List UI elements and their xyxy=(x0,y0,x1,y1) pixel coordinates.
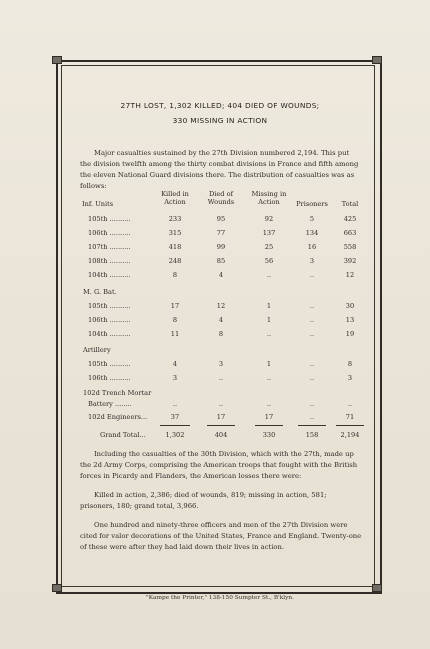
intro-paragraph: Major casualties sustained by the 27th Division numbered 2,194. This put the division twelfth among the thirty combat divisions in France and fifth among the eleven National Guard divisions there. The distribution of casualties was as follows: xyxy=(80,149,359,190)
header-units: Inf. Units xyxy=(82,200,114,208)
table-row: 105th .......... 17 12 1 .. 30 xyxy=(88,302,355,310)
combined-losses-paragraph: Including the casualties of the 30th Division, which with the 27th, made up the 2d Army Corps, comprising the American troops that fought with the British forces in Picardy and Flanders, the American losses there were: xyxy=(80,450,358,480)
section-heading: 102d Trench Mortar xyxy=(83,389,152,397)
section-heading: M. G. Bat. xyxy=(83,288,117,296)
printer-imprint: "Kampe the Printer," 138-150 Sumpter St., B'klyn. xyxy=(146,595,294,601)
decorations-paragraph: One hundred and ninety-three officers and men of the 27th Division were cited for valor decorations of the United States, France and England. Twenty-one of these were after they had laid down their lives in action. xyxy=(80,521,362,551)
sum-rule xyxy=(336,425,364,426)
header-died: Died of Wounds xyxy=(207,190,235,206)
table-row: 105th .......... 4 3 1 .. 8 xyxy=(88,360,353,368)
table-row: 106th .......... 3 .. .. .. 3 xyxy=(88,374,353,382)
losses-figures-paragraph: Killed in action, 2,386; died of wounds, 819; missing in action, 581; prisoners, 180; grand total, 3,966. xyxy=(80,491,327,510)
grand-total-row: Grand Total... 1,302 404 330 158 2,194 xyxy=(100,431,360,439)
sum-rule xyxy=(255,425,283,426)
header-killed: Killed in Action xyxy=(161,190,189,206)
headline-line-1: 27TH LOST, 1,302 KILLED; 404 DIED OF WOUNDS; xyxy=(120,101,320,110)
header-missing: Missing in Action xyxy=(251,190,287,206)
corner-ornament-icon xyxy=(52,584,62,592)
corner-ornament-icon xyxy=(372,56,382,64)
header-prisoners: Prisoners xyxy=(296,200,328,208)
headline-line-2: 330 MISSING IN ACTION xyxy=(172,116,268,125)
header-total: Total xyxy=(341,200,359,208)
table-row: 106th .......... 8 4 1 .. 13 xyxy=(88,316,355,324)
table-row: 105th .......... 233 95 92 5 425 xyxy=(88,215,357,223)
section-heading: Artillery xyxy=(83,346,111,354)
table-row: 108th .......... 248 85 56 3 392 xyxy=(88,257,357,265)
table-header xyxy=(80,191,370,211)
table-row: 102d Engineers... 37 17 17 .. 71 xyxy=(88,413,355,421)
sum-rule xyxy=(298,425,326,426)
table-row: 106th .......... 315 77 137 134 663 xyxy=(88,229,357,237)
corner-ornament-icon xyxy=(372,584,382,592)
table-row: 107th .......... 418 99 25 16 558 xyxy=(88,243,357,251)
sum-rule xyxy=(160,425,190,426)
corner-ornament-icon xyxy=(52,56,62,64)
table-row: 104th .......... 8 4 .. .. 12 xyxy=(88,271,355,279)
table-row: 104th .......... 11 8 .. .. 19 xyxy=(88,330,355,338)
table-row: Battery ........ .. .. .. .. .. xyxy=(88,400,353,408)
sum-rule xyxy=(207,425,235,426)
